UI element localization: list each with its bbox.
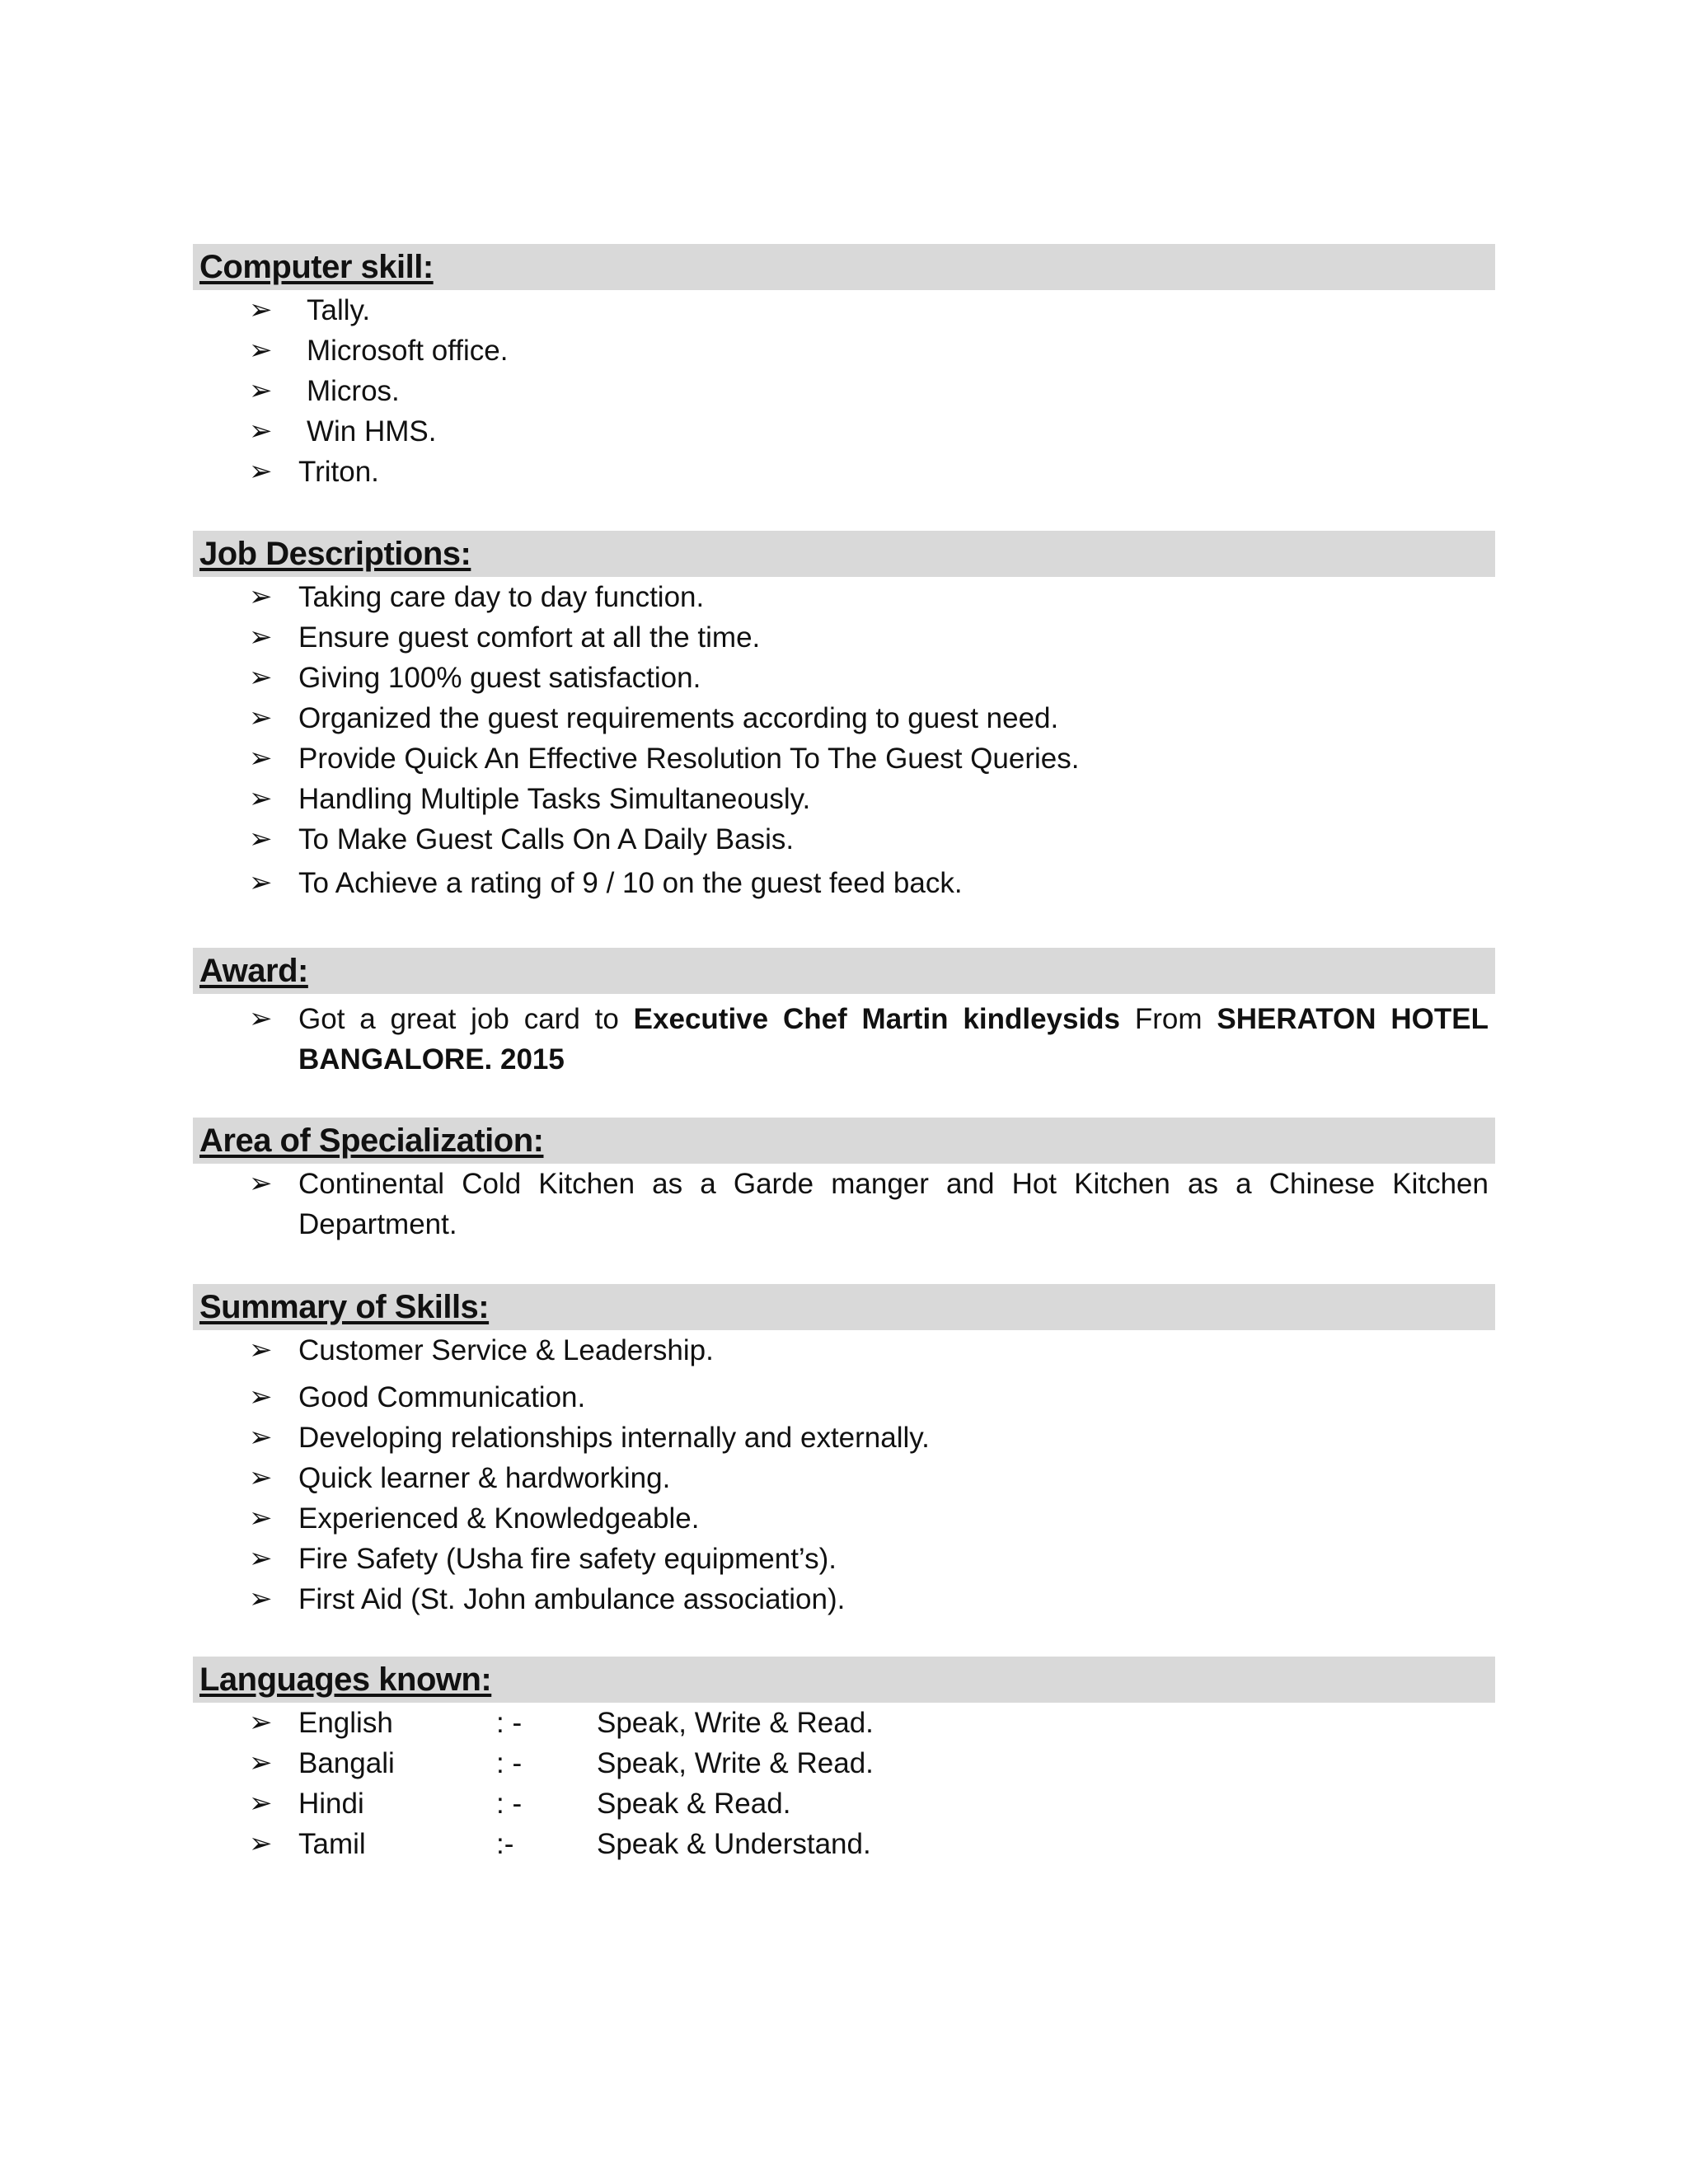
list-item-text: Tally. <box>307 294 371 326</box>
list-item-text: Developing relationships internally and externally. <box>298 1422 930 1454</box>
list-item <box>193 1377 1495 1418</box>
award-item <box>193 999 1495 1080</box>
arrow-bullet-icon: ➢ <box>249 294 273 326</box>
list-item-text: Organized the guest requirements according to guest need. <box>298 702 1059 734</box>
arrow-bullet-icon: ➢ <box>249 581 273 612</box>
list-item <box>193 1579 1495 1619</box>
language-ability: Speak, Write & Read. <box>597 1747 874 1779</box>
language-separator: : - <box>496 1707 523 1739</box>
list-item <box>193 698 1495 738</box>
section-heading-bar <box>193 1118 1495 1164</box>
list-item <box>193 371 1495 411</box>
list-item-text: Taking care day to day function. <box>298 581 705 613</box>
list-item <box>193 452 1495 492</box>
list-item-text: Experienced & Knowledgeable. <box>298 1502 700 1535</box>
list-item-text: Triton. <box>298 456 379 488</box>
list-item-text: Provide Quick An Effective Resolution To The Guest Queries. <box>298 743 1080 775</box>
arrow-bullet-icon: ➢ <box>249 1543 273 1574</box>
arrow-bullet-icon: ➢ <box>249 702 273 733</box>
section-heading-bar <box>193 531 1495 577</box>
list-item-text: Giving 100% guest satisfaction. <box>298 662 701 694</box>
list-item <box>193 577 1495 617</box>
list-item <box>193 819 1495 860</box>
list-item <box>193 1330 1495 1371</box>
section-heading-bar <box>193 948 1495 994</box>
arrow-bullet-icon: ➢ <box>249 1788 273 1819</box>
arrow-bullet-icon: ➢ <box>249 1168 273 1199</box>
arrow-bullet-icon: ➢ <box>249 621 273 653</box>
language-separator: : - <box>496 1747 523 1779</box>
list-item-text: Customer Service & Leadership. <box>298 1334 714 1366</box>
list-item <box>193 1458 1495 1498</box>
list-item-text: First Aid (St. John ambulance association). <box>298 1583 846 1615</box>
list-item <box>193 863 1495 903</box>
list-item <box>193 411 1495 452</box>
award-hotel-name: SHERATON HOTEL BANGALORE. 2015 <box>298 1003 1489 1076</box>
language-row <box>193 1783 1495 1824</box>
specialization-heading: Area of Specialization: <box>199 1122 544 1159</box>
arrow-bullet-icon: ➢ <box>249 335 273 366</box>
list-item-text: Micros. <box>307 375 400 407</box>
arrow-bullet-icon: ➢ <box>249 1828 273 1859</box>
language-name: Hindi <box>298 1788 364 1820</box>
arrow-bullet-icon: ➢ <box>249 783 273 814</box>
arrow-bullet-icon: ➢ <box>249 1422 273 1453</box>
list-item <box>193 738 1495 779</box>
computer-skill-heading: Computer skill: <box>199 249 434 285</box>
arrow-bullet-icon: ➢ <box>249 1003 273 1034</box>
language-row <box>193 1703 1495 1743</box>
list-item <box>193 1164 1495 1244</box>
arrow-bullet-icon: ➢ <box>249 1707 273 1738</box>
language-ability: Speak & Read. <box>597 1788 791 1820</box>
section-heading-bar <box>193 1284 1495 1330</box>
list-item <box>193 330 1495 371</box>
summary-skills-list <box>193 1330 1495 1619</box>
award-section <box>193 948 1495 1080</box>
list-item-text: Quick learner & hardworking. <box>298 1462 671 1494</box>
arrow-bullet-icon: ➢ <box>249 1334 273 1366</box>
summary-skills-section <box>193 1284 1495 1619</box>
list-item-text: Win HMS. <box>307 415 437 448</box>
arrow-bullet-icon: ➢ <box>249 867 273 898</box>
languages-heading: Languages known: <box>199 1661 492 1698</box>
section-heading-bar <box>193 244 1495 290</box>
language-name: Bangali <box>298 1747 395 1779</box>
language-ability: Speak, Write & Read. <box>597 1707 874 1739</box>
list-item <box>193 290 1495 330</box>
award-chef-name: Executive Chef Martin kindleysids <box>633 1003 1121 1035</box>
arrow-bullet-icon: ➢ <box>249 1502 273 1534</box>
computer-skill-section <box>193 244 1495 492</box>
list-item <box>193 658 1495 698</box>
languages-list <box>193 1703 1495 1864</box>
list-item <box>193 1539 1495 1579</box>
languages-section <box>193 1657 1495 1864</box>
language-row <box>193 1743 1495 1783</box>
arrow-bullet-icon: ➢ <box>249 1747 273 1779</box>
language-name: Tamil <box>298 1828 366 1860</box>
arrow-bullet-icon: ➢ <box>249 456 273 487</box>
language-separator: : - <box>496 1788 523 1820</box>
arrow-bullet-icon: ➢ <box>249 823 273 855</box>
arrow-bullet-icon: ➢ <box>249 1462 273 1493</box>
award-list <box>193 999 1495 1080</box>
list-item-text: To Make Guest Calls On A Daily Basis. <box>298 823 795 855</box>
list-item <box>193 617 1495 658</box>
list-item-text: Fire Safety (Usha fire safety equipment’s). <box>298 1543 837 1575</box>
arrow-bullet-icon: ➢ <box>249 662 273 693</box>
list-item-text: Handling Multiple Tasks Simultaneously. <box>298 783 811 815</box>
specialization-section <box>193 1118 1495 1244</box>
job-descriptions-section <box>193 531 1495 903</box>
award-text-from: From <box>1134 1003 1203 1035</box>
language-separator: :- <box>496 1828 514 1860</box>
list-item-text: Microsoft office. <box>307 335 509 367</box>
list-item-text: Ensure guest comfort at all the time. <box>298 621 761 654</box>
list-item <box>193 1418 1495 1458</box>
arrow-bullet-icon: ➢ <box>249 1583 273 1615</box>
job-descriptions-heading: Job Descriptions: <box>199 536 471 572</box>
specialization-text: Continental Cold Kitchen as a Garde manger and Hot Kitchen as a Chinese Kitchen Department. <box>298 1168 1489 1240</box>
computer-skill-list <box>193 290 1495 492</box>
list-item <box>193 779 1495 819</box>
job-descriptions-list <box>193 577 1495 903</box>
section-heading-bar <box>193 1657 1495 1703</box>
arrow-bullet-icon: ➢ <box>249 743 273 774</box>
arrow-bullet-icon: ➢ <box>249 415 273 447</box>
list-item <box>193 1498 1495 1539</box>
arrow-bullet-icon: ➢ <box>249 375 273 406</box>
specialization-list <box>193 1164 1495 1244</box>
list-item-text: Good Communication. <box>298 1381 586 1413</box>
language-row <box>193 1824 1495 1864</box>
arrow-bullet-icon: ➢ <box>249 1381 273 1413</box>
list-item-text: To Achieve a rating of 9 / 10 on the guest feed back. <box>298 867 963 899</box>
award-text: Got a great job card to <box>298 1003 619 1035</box>
language-ability: Speak & Understand. <box>597 1828 871 1860</box>
language-name: English <box>298 1707 393 1739</box>
award-heading: Award: <box>199 953 308 989</box>
summary-skills-heading: Summary of Skills: <box>199 1289 490 1325</box>
